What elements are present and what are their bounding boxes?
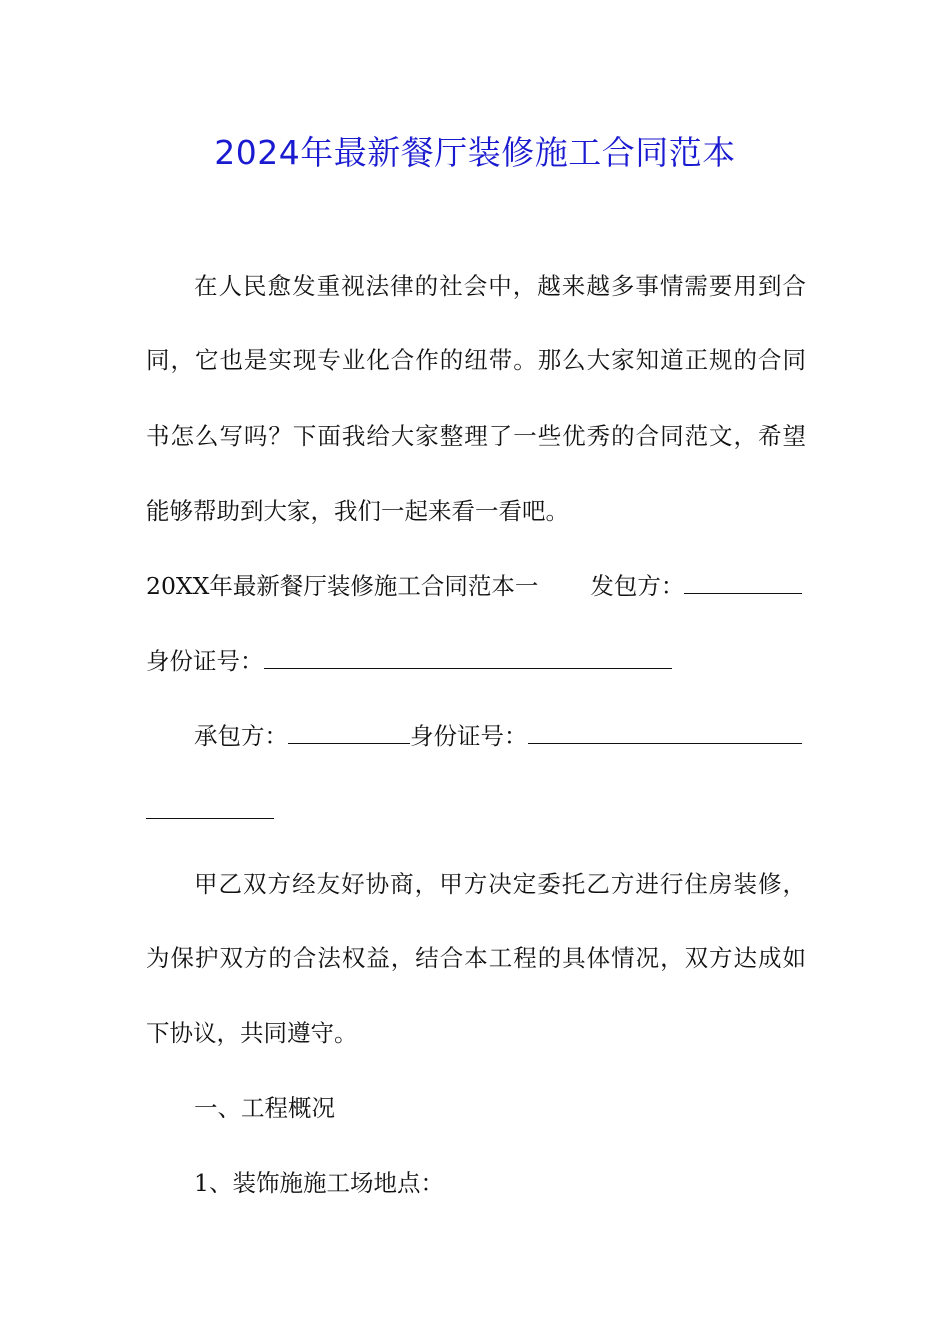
party-a-blank (684, 567, 802, 594)
intro-line-1: 在人民愈发重视法律的社会中，越来越多事情需要用到合 (194, 272, 806, 300)
intro-line-3: 书怎么写吗？下面我给大家整理了一些优秀的合同范文，希望 (146, 422, 806, 450)
sample-heading: 20XX年最新餐厅装修施工合同范本一 (146, 572, 539, 600)
intro-line-2: 同，它也是实现专业化合作的纽带。那么大家知道正规的合同 (146, 346, 806, 374)
party-b-id-blank (528, 717, 802, 744)
party-a-id-label: 身份证号： (146, 647, 264, 675)
party-b-id-label: 身份证号： (410, 722, 528, 750)
party-b-blank (288, 717, 410, 744)
party-b-row (194, 717, 806, 753)
item-1: 1、装饰施施工场地点： (194, 1169, 444, 1197)
body-line-2: 为保护双方的合法权益，结合本工程的具体情况，双方达成如 (146, 944, 806, 972)
party-a-row (146, 567, 806, 603)
party-a-id-row (146, 642, 806, 678)
party-a-label: 发包方： (590, 572, 685, 600)
body-line-3: 下协议，共同遵守。 (146, 1019, 358, 1047)
body-line-1: 甲乙双方经友好协商，甲方决定委托乙方进行住房装修， (194, 870, 806, 898)
party-b-label: 承包方： (194, 722, 288, 750)
party-b-id-blank-continued (146, 818, 274, 819)
section-heading: 一、工程概况 (194, 1094, 335, 1122)
document-title: 2024年最新餐厅装修施工合同范本 (214, 133, 736, 172)
intro-line-4: 能够帮助到大家，我们一起来看一看吧。 (146, 497, 569, 525)
party-a-id-blank (264, 642, 672, 669)
